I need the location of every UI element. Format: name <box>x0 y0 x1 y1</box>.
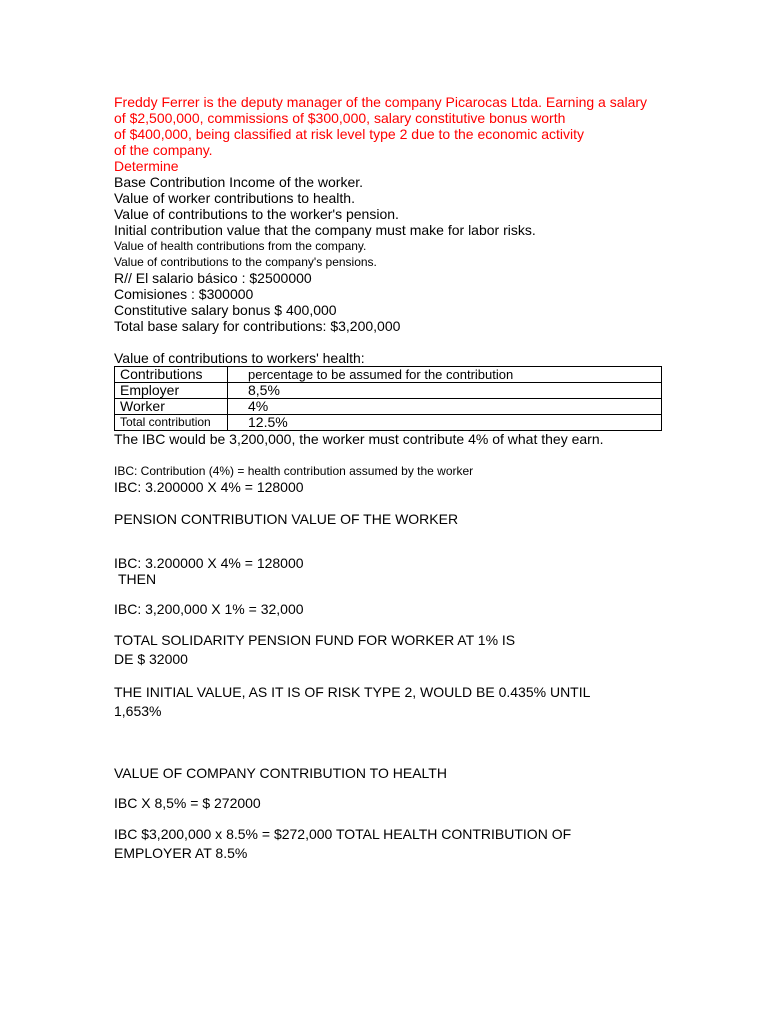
answer-block <box>114 270 674 334</box>
intro-block <box>114 94 674 174</box>
question-item: Value of worker contributions to health. <box>114 190 355 206</box>
solidarity-line: TOTAL SOLIDARITY PENSION FUND FOR WORKER AT 1% IS <box>114 632 516 648</box>
table-header-cell: percentage to be assumed for the contribution <box>228 367 662 383</box>
determine-label: Determine <box>114 158 179 174</box>
question-item: Initial contribution value that the company must make for labor risks. <box>114 222 536 238</box>
table-row <box>115 383 662 399</box>
answer-line: R// El salario básico : $2500000 <box>114 270 312 286</box>
risk-line: 1,653% <box>114 703 162 719</box>
table-row <box>115 399 662 415</box>
table-cell: 12.5% <box>228 415 662 431</box>
company-health-total <box>114 825 674 863</box>
risk-line: THE INITIAL VALUE, AS IT IS OF RISK TYPE 2, WOULD BE 0.435% UNTIL <box>114 684 591 700</box>
risk-block <box>114 683 674 721</box>
health-contribution-table <box>114 366 662 431</box>
solidarity-total <box>114 631 674 669</box>
ibc-note: The IBC would be 3,200,000, the worker must contribute 4% of what they earn. <box>114 431 604 447</box>
table-cell: 8,5% <box>228 383 662 399</box>
table-cell: 4% <box>228 399 662 415</box>
pension-result: IBC: 3.200000 X 4% = 128000 <box>114 555 304 571</box>
company-health-heading: VALUE OF COMPANY CONTRIBUTION TO HEALTH <box>114 765 447 781</box>
answer-line: Total base salary for contributions: $3,200,000 <box>114 318 401 334</box>
table-cell: Employer <box>115 383 228 399</box>
answer-line: Comisiones : $300000 <box>114 286 254 302</box>
company-health-line: IBC $3,200,000 x 8.5% = $272,000 TOTAL HEALTH CONTRIBUTION OF <box>114 826 572 842</box>
intro-line: of the company. <box>114 142 213 158</box>
intro-line: of $400,000, being classified at risk level type 2 due to the economic activity <box>114 126 585 142</box>
question-item: Base Contribution Income of the worker. <box>114 174 364 190</box>
questions-list <box>114 174 674 270</box>
question-item: Value of contributions to the company's pensions. <box>114 255 377 269</box>
company-health-line: EMPLOYER AT 8.5% <box>114 845 248 861</box>
table-cell: Total contribution <box>115 415 228 431</box>
ibc-result: IBC: 3.200000 X 4% = 128000 <box>114 479 304 495</box>
intro-line: of $2,500,000, commissions of $300,000, salary constitutive bonus worth <box>114 110 566 126</box>
pension-heading: PENSION CONTRIBUTION VALUE OF THE WORKER <box>114 511 459 527</box>
table-header-cell: Contributions <box>115 367 228 383</box>
table-row <box>115 415 662 431</box>
health-table-caption: Value of contributions to workers' health: <box>114 350 365 366</box>
company-health-formula: IBC X 8,5% = $ 272000 <box>114 795 261 811</box>
solidarity-calc: IBC: 3,200,000 X 1% = 32,000 <box>114 601 304 617</box>
question-item: Value of health contributions from the company. <box>114 239 367 253</box>
table-header-row <box>115 367 662 383</box>
ibc-formula: IBC: Contribution (4%) = health contribution assumed by the worker <box>114 464 474 478</box>
table-cell: Worker <box>115 399 228 415</box>
question-item: Value of contributions to the worker's pension. <box>114 206 399 222</box>
document-body <box>114 94 674 863</box>
solidarity-line: DE $ 32000 <box>114 651 188 667</box>
intro-line: Freddy Ferrer is the deputy manager of the company Picarocas Ltda. Earning a salary <box>114 94 648 110</box>
answer-line: Constitutive salary bonus $ 400,000 <box>114 302 337 318</box>
then-label: THEN <box>118 571 157 587</box>
